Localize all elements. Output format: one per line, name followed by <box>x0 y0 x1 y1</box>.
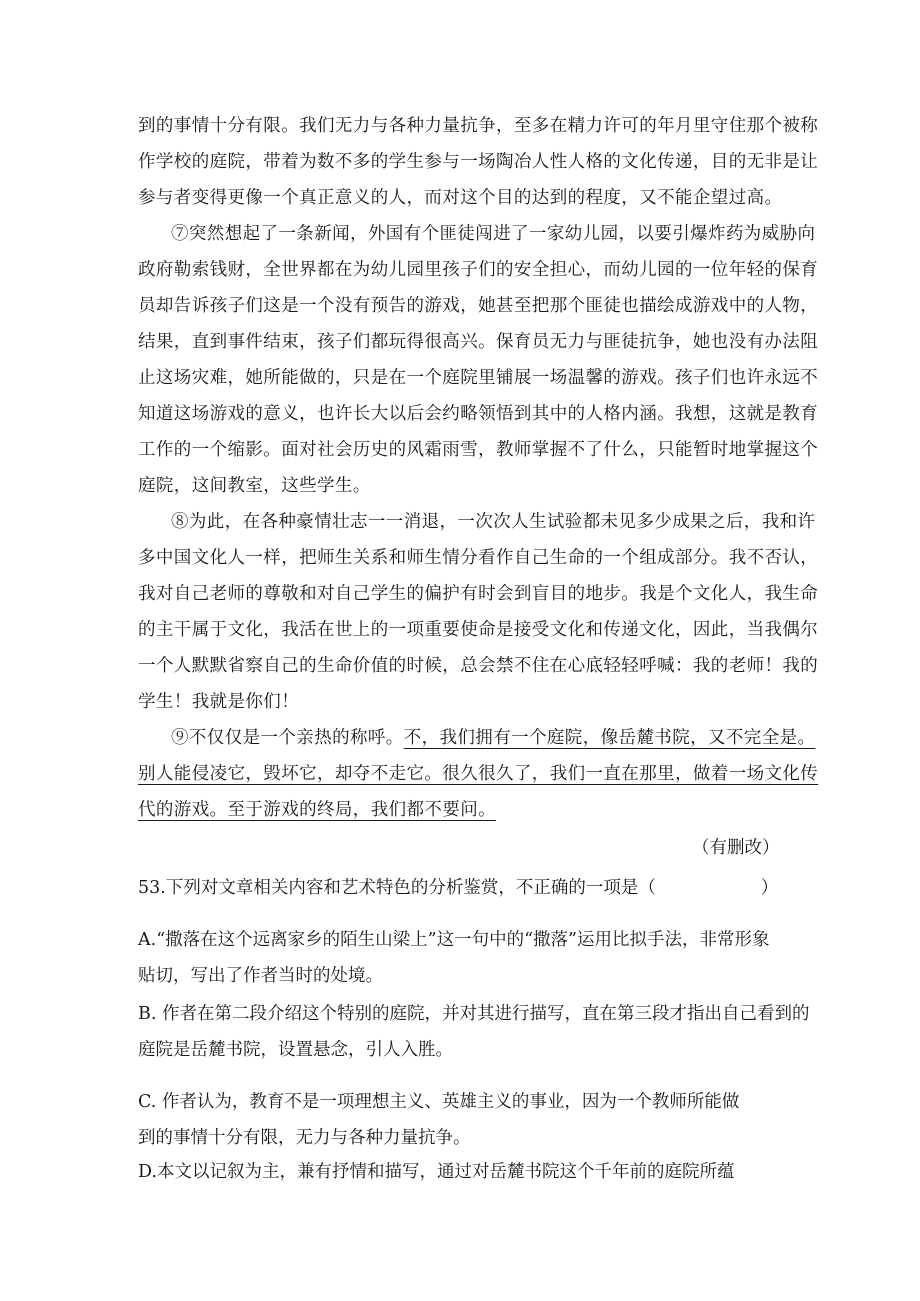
option-c: C. 作者认为，教育不是一项理想主义、英雄主义的事业，因为一个教师所能做 <box>138 1092 740 1112</box>
option-b: B. 作者在第二段介绍这个特别的庭院，并对其进行描写，直在第三段才指出自己看到的 <box>138 1004 810 1024</box>
passage-line: 我对自己老师的尊敬和对自己学生的偏护有时会到盲目的地步。我是个文化人，我生命 <box>138 584 819 604</box>
underlined-sentence: 别人能侵凌它，毁坏它，却夺不走它。很久很久了，我们一直在那里，做着一场文化传 <box>138 764 819 784</box>
underlined-sentence: 不，我们拥有一个庭院，像岳麓书院，又不完全是。 <box>403 728 816 748</box>
paragraph-9-first-line <box>171 726 815 750</box>
passage-line: 一个人默默省察自己的生命价值的时候，总会禁不住在心底轻轻呼喊：我的老师！我的 <box>138 656 819 676</box>
option-b-cont: 庭院是岳麓书院，设置悬念，引人入胜。 <box>138 1040 453 1060</box>
option-a-cont: 贴切，写出了作者当时的处境。 <box>138 966 383 986</box>
question-stem: 53.下列对文章相关内容和艺术特色的分析鉴赏，不正确的一项是（ ） <box>138 878 779 898</box>
passage-line: 止这场灾难，她所能做的，只是在一个庭院里铺展一场温馨的游戏。孩子们也许永远不 <box>138 368 819 388</box>
passage-line: 知道这场游戏的意义，也许长大以后会约略领悟到其中的人格内涵。我想，这就是教育 <box>138 404 819 424</box>
passage-line: 的主干属于文化，我活在世上的一项重要使命是接受文化和传递文化，因此，当我偶尔 <box>138 620 819 640</box>
passage-line: 参与者变得更像一个真正意义的人，而对这个目的达到的程度，又不能企望过高。 <box>138 188 783 208</box>
passage-line: 到的事情十分有限。我们无力与各种力量抗争，至多在精力许可的年月里守住那个被称 <box>138 116 819 136</box>
passage-line: 学生！我就是你们！ <box>138 692 300 712</box>
paragraph-7-first-line: ⑦突然想起了一条新闻，外国有个匪徒闯进了一家幼儿园，以要引爆炸药为威胁向 <box>171 224 816 244</box>
passage-line: 作学校的庭院，带着为数不多的学生参与一场陶冶人性人格的文化传递，目的无非是让 <box>138 152 819 172</box>
passage-line: 工作的一个缩影。面对社会历史的风霜雨雪，教师掌握不了什么，只能暂时地掌握这个 <box>138 440 819 460</box>
paragraph-8-first-line: ⑧为此，在各种豪情壮志一一消退，一次次人生试验都未见多少成果之后，我和许 <box>171 512 816 532</box>
option-a: A.“撒落在这个远离家乡的陌生山梁上”这一句中的“撒落”运用比拟手法，非常形象 <box>138 930 770 950</box>
paragraph-9-plain: ⑨不仅仅是一个亲热的称呼。 <box>171 728 404 748</box>
source-note: （有删改） <box>692 838 780 858</box>
underlined-sentence: 代的游戏。至于游戏的终局，我们都不要问。 <box>138 800 496 820</box>
passage-line: 庭院，这间教室，这些学生。 <box>138 476 371 496</box>
option-d: D.本文以记叙为主，兼有抒情和描写，通过对岳麓书院这个千年前的庭院所蕴 <box>138 1162 735 1182</box>
passage-line: 多中国文化人一样，把师生关系和师生情分看作自己生命的一个组成部分。我不否认， <box>138 548 819 568</box>
passage-line: 政府勒索钱财，全世界都在为幼儿园里孩子们的安全担心，而幼儿园的一位年轻的保育 <box>138 260 819 280</box>
passage-line: 员却告诉孩子们这是一个没有预告的游戏，她甚至把那个匪徒也描绘成游戏中的人物， <box>138 296 819 316</box>
passage-line: 结果，直到事件结束，孩子们都玩得很高兴。保育员无力与匪徒抗争，她也没有办法阻 <box>138 332 819 352</box>
option-c-cont: 到的事情十分有限，无力与各种力量抗争。 <box>138 1128 471 1148</box>
